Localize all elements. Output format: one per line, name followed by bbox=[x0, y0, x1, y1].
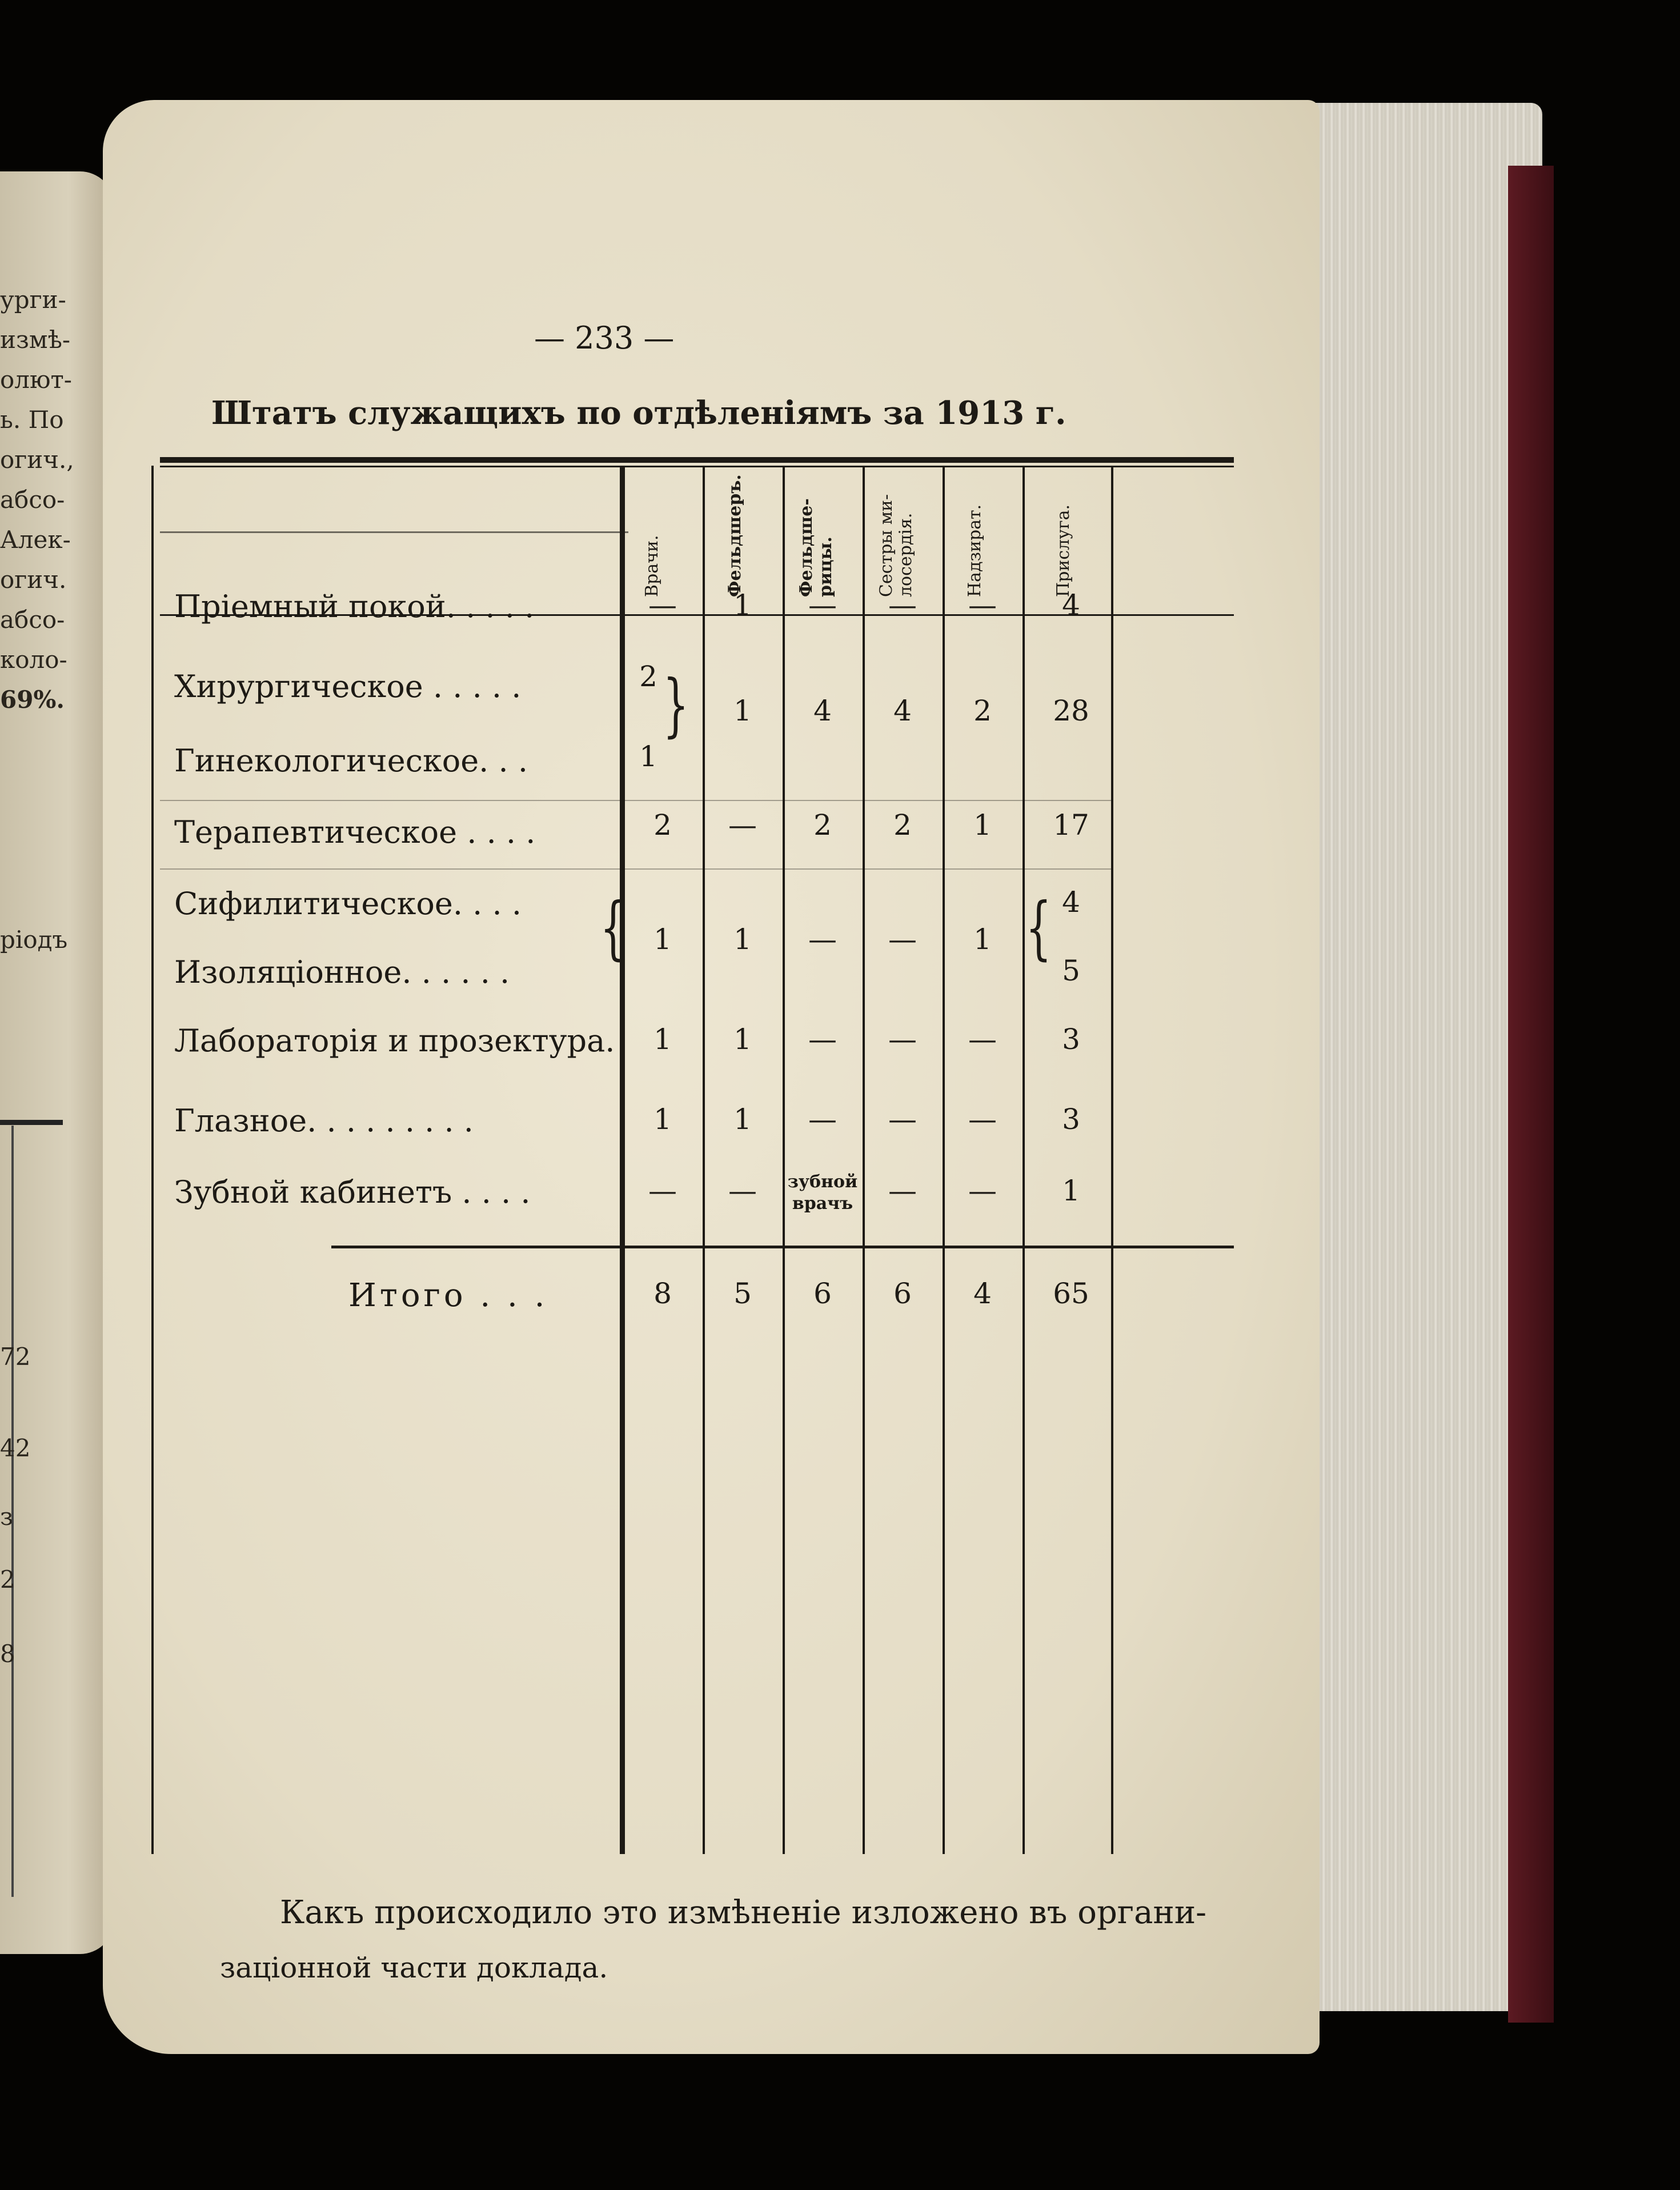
column-header-feldsheritsy: Фельдше- рицы. bbox=[796, 498, 836, 597]
row-label: Терапевтическое . . . . bbox=[174, 814, 536, 850]
total-cell: 6 bbox=[893, 1277, 912, 1310]
cell: — bbox=[888, 1023, 917, 1056]
cell: 1 bbox=[733, 694, 752, 727]
cell: 1 bbox=[733, 588, 752, 622]
total-cell: 5 bbox=[733, 1277, 752, 1310]
book-cover-edge bbox=[1508, 166, 1554, 2023]
cell: 1 bbox=[733, 1023, 752, 1056]
cell: 1 bbox=[973, 923, 992, 956]
cell: 1 bbox=[653, 1103, 672, 1136]
cell: 2 bbox=[639, 660, 657, 693]
row-label: Лабораторія и прозектура. bbox=[174, 1023, 615, 1059]
column-rule bbox=[703, 466, 705, 1854]
left-text-fragment: измѣ- bbox=[0, 326, 71, 354]
left-text-fragment: ріодъ bbox=[0, 926, 68, 954]
cell: — bbox=[968, 1174, 997, 1207]
cell: — bbox=[888, 1174, 917, 1207]
cell: 4 bbox=[893, 694, 912, 727]
body-text-line: Какъ происходило это измѣненіе изложено въ органи- bbox=[280, 1894, 1207, 1931]
cell: 4 bbox=[813, 694, 832, 727]
column-rule bbox=[1023, 466, 1025, 1854]
left-text-fragment: абсо- bbox=[0, 606, 65, 634]
column-rule bbox=[863, 466, 865, 1854]
left-text-fragment: з bbox=[0, 1503, 13, 1531]
cell: 3 bbox=[1062, 1103, 1080, 1136]
cell: 1 bbox=[1062, 1174, 1080, 1207]
column-rule bbox=[943, 466, 945, 1854]
cell: — bbox=[808, 1023, 837, 1056]
cell: — bbox=[968, 1023, 997, 1056]
left-text-fragment: ь. По bbox=[0, 406, 64, 434]
cell: — bbox=[888, 923, 917, 956]
cell: 4 bbox=[1062, 886, 1080, 919]
table-left-rule bbox=[151, 466, 154, 1854]
left-text-fragment: абсо- bbox=[0, 486, 65, 514]
row-label: Зубной кабинетъ . . . . bbox=[174, 1174, 531, 1210]
total-cell: 6 bbox=[813, 1277, 832, 1310]
body-text-line: заціонной части доклада. bbox=[220, 1951, 608, 1984]
book-page-edges bbox=[1302, 103, 1542, 2011]
table-title: Штатъ служащихъ по отдѣленіямъ за 1913 г. bbox=[211, 394, 1066, 432]
cell: 2 bbox=[813, 808, 832, 842]
cell: 1 bbox=[733, 1103, 752, 1136]
total-label: Итого . . . bbox=[348, 1277, 548, 1314]
cell: — bbox=[728, 1174, 757, 1207]
brace: } bbox=[663, 666, 689, 745]
column-header-feldsher: Фельдшеръ. bbox=[725, 474, 745, 597]
cell: — bbox=[888, 588, 917, 622]
left-text-fragment: огич., bbox=[0, 446, 74, 474]
left-text-fragment: 8 bbox=[0, 1640, 15, 1668]
left-text-fragment: огич. bbox=[0, 566, 67, 594]
brace: { bbox=[1025, 888, 1052, 968]
column-header-doctors: Врачи. bbox=[642, 535, 662, 597]
left-text-fragment: 42 bbox=[0, 1434, 31, 1462]
cell: 1 bbox=[639, 740, 657, 773]
table-top-rule bbox=[160, 457, 1234, 463]
column-header-servants: Прислуга. bbox=[1053, 504, 1073, 597]
left-text-fragment: 72 bbox=[0, 1343, 31, 1371]
cell: — bbox=[808, 588, 837, 622]
cell: 2 bbox=[973, 694, 992, 727]
left-text-fragment: 69%. bbox=[0, 686, 65, 714]
cell: 3 bbox=[1062, 1023, 1080, 1056]
row-divider bbox=[160, 868, 1111, 870]
cell: 2 bbox=[893, 808, 912, 842]
row-label: Глазное. . . . . . . . . bbox=[174, 1103, 474, 1139]
column-header-nurses: Сестры ми- лосердія. bbox=[876, 494, 916, 597]
cell: — bbox=[648, 588, 677, 622]
left-text-fragment: Алек- bbox=[0, 526, 71, 554]
column-header-supervisors: Надзират. bbox=[965, 504, 985, 597]
table-header-rule bbox=[160, 531, 628, 533]
cell: — bbox=[728, 808, 757, 842]
book-page bbox=[103, 100, 1320, 2054]
cell: — bbox=[808, 923, 837, 956]
cell: — bbox=[808, 1103, 837, 1136]
brace: { bbox=[600, 888, 627, 968]
left-facing-page bbox=[0, 171, 114, 1954]
total-cell: 8 bbox=[653, 1277, 672, 1310]
column-rule bbox=[783, 466, 785, 1854]
row-label: Изоляціонное. . . . . . bbox=[174, 954, 510, 990]
cell: 1 bbox=[653, 1023, 672, 1056]
cell: 1 bbox=[733, 923, 752, 956]
row-label: Гинекологическое. . . bbox=[174, 743, 528, 779]
row-label: Хирургическое . . . . . bbox=[174, 668, 522, 704]
total-cell: 65 bbox=[1053, 1277, 1089, 1310]
cell: — bbox=[648, 1174, 677, 1207]
left-text-fragment: олют- bbox=[0, 366, 72, 394]
cell: 5 bbox=[1062, 954, 1080, 987]
cell: 1 bbox=[653, 923, 672, 956]
row-label: Пріемный покой. . . . . bbox=[174, 588, 535, 624]
cell: 28 bbox=[1053, 694, 1089, 727]
cell: 2 bbox=[653, 808, 672, 842]
page-number: — 233 — bbox=[534, 320, 675, 356]
left-text-fragment: урги- bbox=[0, 286, 66, 314]
cell: 4 bbox=[1062, 588, 1080, 622]
cell: 17 bbox=[1053, 808, 1089, 842]
cell: зубной врачъ bbox=[787, 1172, 858, 1214]
row-divider bbox=[160, 800, 1111, 801]
table-top-rule-thin bbox=[160, 466, 1234, 467]
left-text-fragment: коло- bbox=[0, 646, 67, 674]
total-cell: 4 bbox=[973, 1277, 992, 1310]
left-page-rule bbox=[0, 1120, 63, 1125]
cell: — bbox=[968, 588, 997, 622]
table-right-rule bbox=[1111, 466, 1113, 1854]
cell: 1 bbox=[973, 808, 992, 842]
left-text-fragment: 2 bbox=[0, 1566, 15, 1594]
cell: — bbox=[968, 1103, 997, 1136]
cell: — bbox=[888, 1103, 917, 1136]
row-label: Сифилитическое. . . . bbox=[174, 886, 522, 922]
